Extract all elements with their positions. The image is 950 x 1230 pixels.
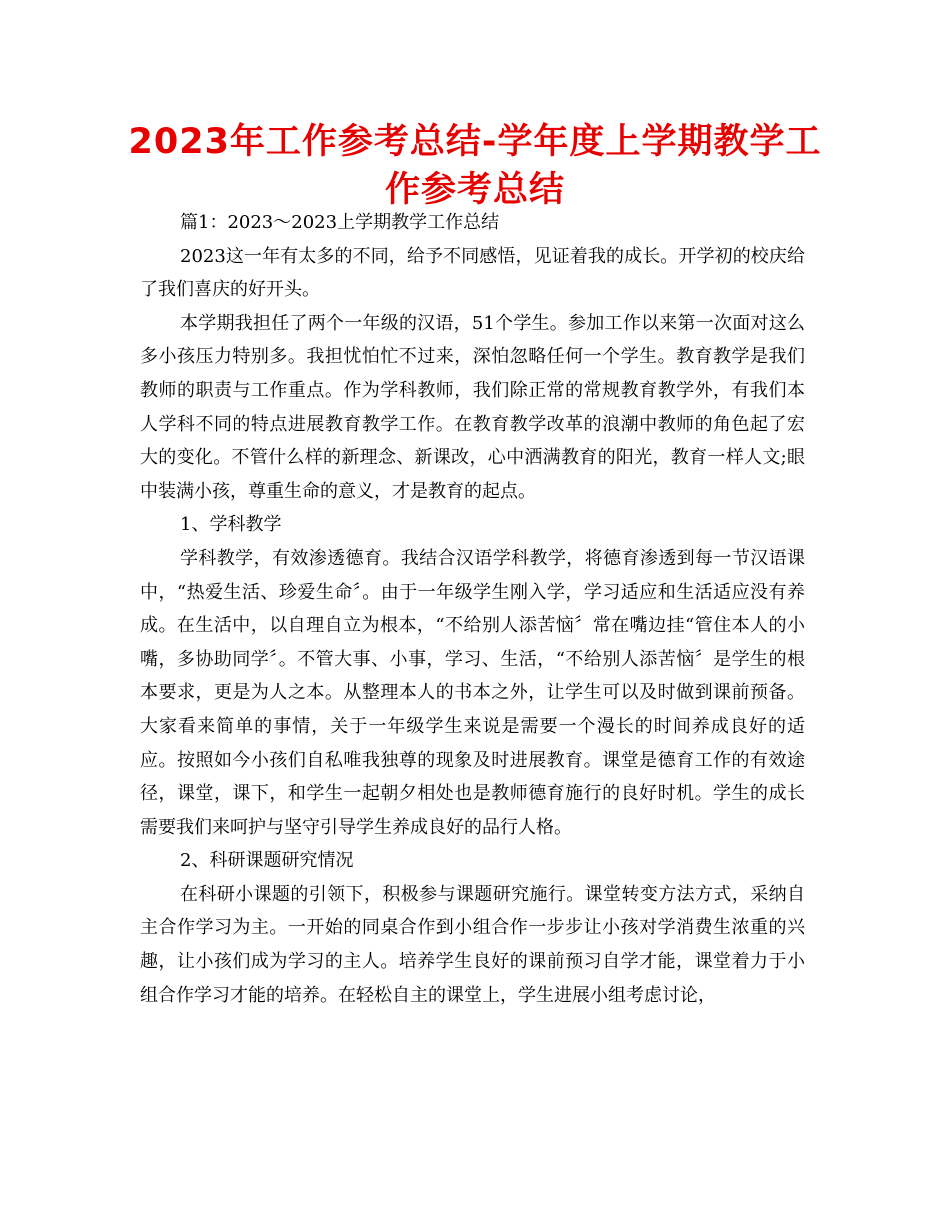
section-heading-subject-teaching: 1、学科教学 <box>180 514 282 536</box>
document-body <box>140 206 805 1012</box>
paragraph-research: 在科研小课题的引领下，积极参与课题研究施行。课堂转变方法方式，采纳自主合作学习为主。一开始的同桌合作到小组合作一步步让小孩对学消费生浓重的兴趣，让小孩们成为学习的主人。培养学生良好的课前预习自学才能，课堂着力于小组合作学习才能的培养。在轻松自主的课堂上，学生进展小组考虑讨论， <box>140 883 805 1006</box>
paragraph-article-label: 篇1：2023～2023上学期教学工作总结 <box>180 212 500 233</box>
paragraph-subject-teaching: 学科教学，有效渗透德育。我结合汉语学科教学，将德育渗透到每一节汉语课中，“热爱生活、珍爱生命〞。由于一年级学生刚入学，学习适应和生活适应没有养成。在生活中，以自理自立为根本，“不给别人添苦恼〞常在嘴边挂“管住本人的小嘴，多协助同学〞。不管大事、小事，学习、生活，“不给别人添苦恼〞是学生的根本要求，更是为人之本。从整理本人的书本之外，让学生可以及时做到课前预备。大家看来简单的事情，关于一年级学生来说是需要一个漫长的时间养成良好的适应。按照如今小孩们自私唯我独尊的现象及时进展教育。课堂是德育工作的有效途径，课堂，课下，和学生一起朝夕相处也是教师德育施行的良好时机。学生的成长需要我们来呵护与坚守引导学生养成良好的品行人格。 <box>140 547 805 838</box>
paragraph-intro: 2023这一年有太多的不同，给予不同感悟，见证着我的成长。开学初的校庆给了我们喜庆的好开头。 <box>140 245 805 301</box>
document-title: 2023年工作参考总结-学年度上学期教学工作参考总结 <box>128 122 822 210</box>
section-heading-research: 2、科研课题研究情况 <box>180 850 354 872</box>
paragraph-duties: 本学期我担任了两个一年级的汉语，51个学生。参加工作以来第一次面对这么多小孩压力特别多。我担忧怕忙不过来，深怕忽略任何一个学生。教育教学是我们教师的职责与工作重点。作为学科教师，我们除正常的常规教育教学外，有我们本人学科不同的特点进展教育教学工作。在教育教学改革的浪潮中教师的角色起了宏大的变化。不管什么样的新理念、新课改，心中洒满教育的阳光，教育一样人文;眼中装满小孩，尊重生命的意义，才是教育的起点。 <box>140 312 805 502</box>
